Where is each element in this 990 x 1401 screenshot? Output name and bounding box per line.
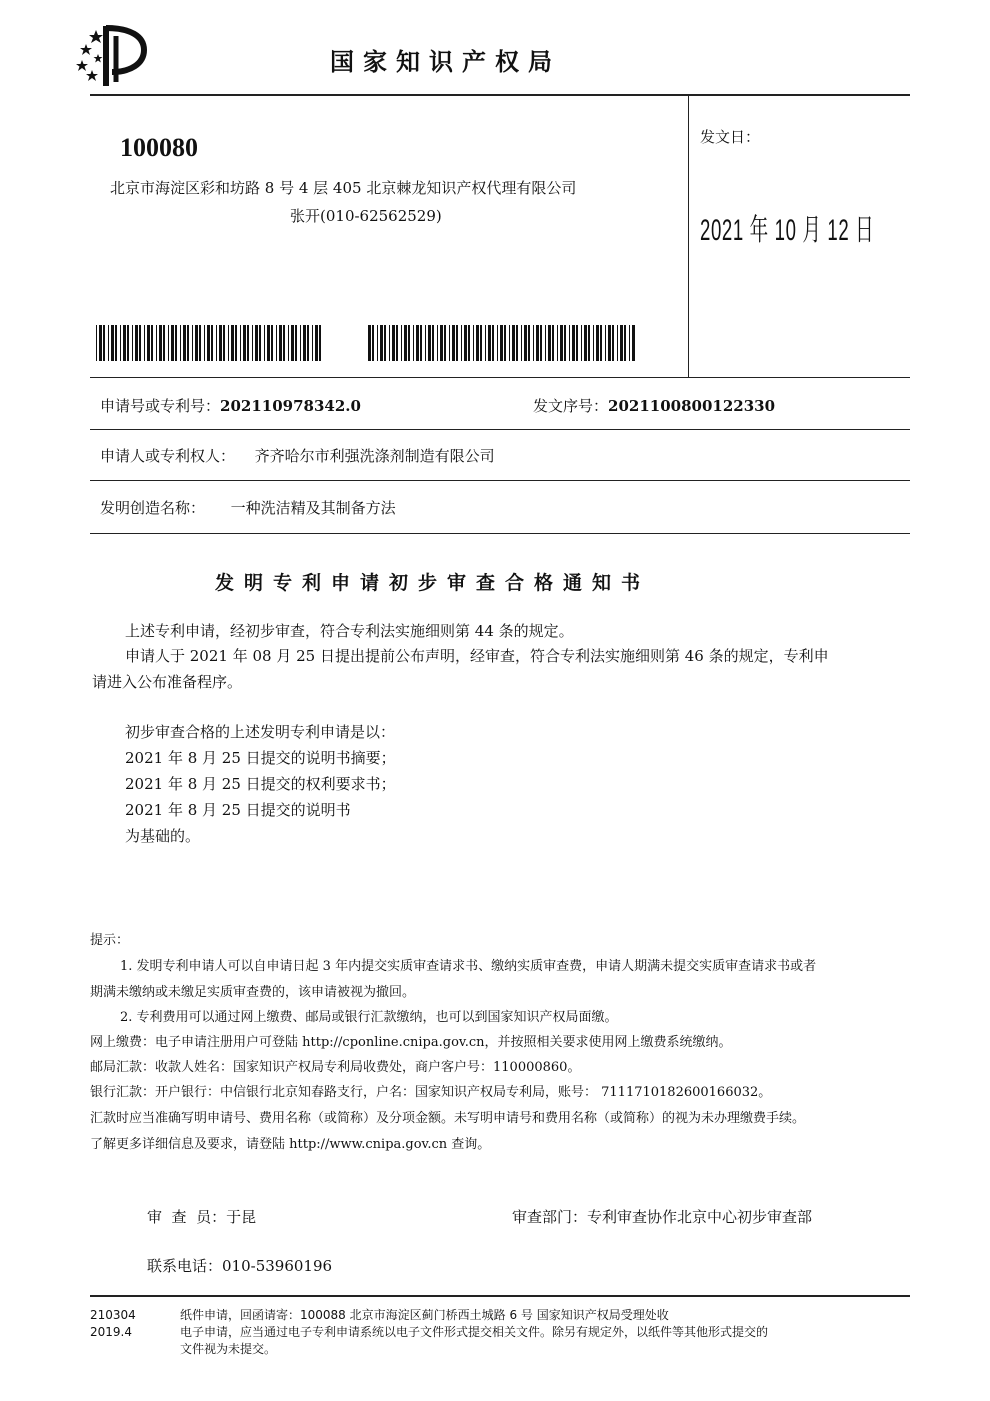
footer-line-3: 文件视为未提交。 bbox=[180, 1342, 277, 1356]
invention-value: 一种洗洁精及其制备方法 bbox=[230, 499, 396, 517]
contact-phone: 联系电话：010-53960196 bbox=[147, 1257, 333, 1275]
rule-2 bbox=[90, 480, 910, 481]
examiner: 审 查 员：于昆 bbox=[147, 1208, 257, 1226]
tip-more: 了解更多详细信息及要求，请登陆 http://www.cnipa.gov.cn 查询。 bbox=[90, 1137, 491, 1152]
footer-line-2: 电子申请，应当通过电子专利申请系统以电子文件形式提交相关文件。除另有规定外，以纸件等其他形式提交的 bbox=[180, 1325, 769, 1339]
form-version: 2019.4 bbox=[90, 1325, 132, 1339]
dispatch-date: 2021 年 10 月 12 日 bbox=[700, 214, 875, 247]
invention-row bbox=[100, 497, 396, 518]
applicant-row bbox=[100, 445, 495, 466]
barcode-right bbox=[368, 325, 636, 361]
header-bottom-rule bbox=[90, 377, 910, 378]
serial-value: 2021100800122330 bbox=[608, 397, 776, 415]
notice-p2-line1: 申请人于 2021 年 08 月 25 日提出提前公布声明，经审查，符合专利法实施细则第 46 条的规定，专利申 bbox=[125, 647, 829, 665]
tip-bank: 银行汇款：开户银行：中信银行北京知春路支行，户名：国家知识产权局专利局，账号： 7111710182600166032。 bbox=[90, 1085, 772, 1100]
app-no-value: 202110978342.0 bbox=[220, 397, 361, 415]
serial-label: 发文序号： bbox=[533, 397, 609, 415]
tip-remit: 汇款时应当准确写明申请号、费用名称（或简称）及分项金额。未写明申请号和费用名称（或简称）的视为未办理缴费手续。 bbox=[90, 1111, 806, 1126]
recipient-contact: 张开(010-62562529) bbox=[290, 207, 442, 225]
basis-item: 2021 年 8 月 25 日提交的说明书摘要； bbox=[125, 749, 396, 767]
footer-rule bbox=[90, 1295, 910, 1297]
tips-label: 提示： bbox=[90, 933, 130, 948]
form-code: 210304 bbox=[90, 1308, 136, 1322]
postcode: 100080 bbox=[120, 133, 198, 162]
exam-dept: 审查部门：专利审查协作北京中心初步审查部 bbox=[512, 1208, 813, 1226]
header-divider bbox=[688, 94, 689, 378]
dispatch-date-label: 发文日： bbox=[700, 128, 761, 146]
footer-line-1: 纸件申请，回函请寄：100088 北京市海淀区蓟门桥西土城路 6 号 国家知识产权局受理处收 bbox=[180, 1308, 669, 1322]
notice-title: 发明专利申请初步审查合格通知书 bbox=[215, 572, 651, 594]
recipient-address: 北京市海淀区彩和坊路 8 号 4 层 405 北京棘龙知识产权代理有限公司 bbox=[110, 179, 577, 197]
barcode-left bbox=[96, 325, 322, 361]
serial-row bbox=[533, 395, 775, 416]
basis-intro: 初步审查合格的上述发明专利申请是以： bbox=[125, 723, 396, 741]
applicant-value: 齐齐哈尔市利强洗涤剂制造有限公司 bbox=[254, 447, 495, 465]
cnipa-logo bbox=[72, 20, 150, 90]
app-no-label: 申请号或专利号： bbox=[100, 397, 221, 415]
notice-p1: 上述专利申请，经初步审查，符合专利法实施细则第 44 条的规定。 bbox=[125, 622, 574, 640]
rule-1 bbox=[90, 429, 910, 430]
rule-3 bbox=[90, 533, 910, 534]
tip-post: 邮局汇款：收款人姓名：国家知识产权局专利局收费处，商户客户号：110000860。 bbox=[90, 1060, 581, 1075]
notice-p2-line2: 请进入公布准备程序。 bbox=[92, 673, 243, 691]
tip-1-line1: 1. 发明专利申请人可以自申请日起 3 年内提交实质审查请求书、缴纳实质审查费，申请人期满未提交实质审查请求书或者 bbox=[120, 959, 817, 974]
tip-online: 网上缴费：电子申请注册用户可登陆 http://cponline.cnipa.gov.cn，并按照相关要求使用网上缴费系统缴纳。 bbox=[90, 1035, 732, 1050]
applicant-label: 申请人或专利权人： bbox=[100, 447, 236, 465]
basis-item: 2021 年 8 月 25 日提交的说明书 bbox=[125, 801, 351, 819]
header-top-rule bbox=[90, 94, 910, 96]
tip-1-line2: 期满未缴纳或未缴足实质审查费的，该申请被视为撤回。 bbox=[90, 985, 416, 1000]
tip-2: 2. 专利费用可以通过网上缴费、邮局或银行汇款缴纳，也可以到国家知识产权局面缴。 bbox=[120, 1010, 618, 1025]
basis-end: 为基础的。 bbox=[125, 827, 201, 845]
org-title: 国家知识产权局 bbox=[330, 48, 561, 76]
basis-item: 2021 年 8 月 25 日提交的权利要求书； bbox=[125, 775, 396, 793]
app-no-row bbox=[100, 395, 361, 416]
invention-label: 发明创造名称： bbox=[100, 499, 206, 517]
